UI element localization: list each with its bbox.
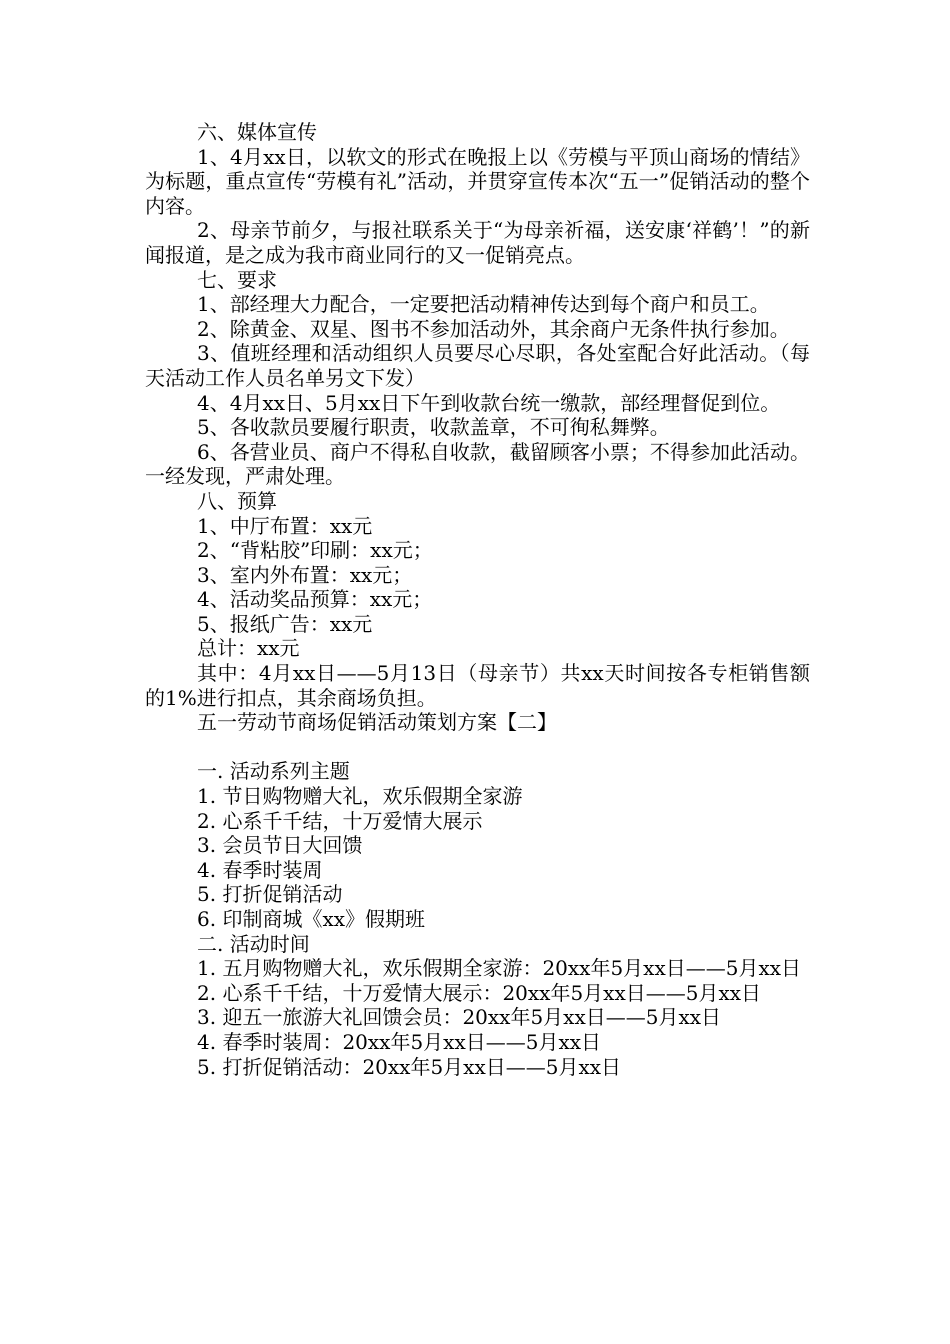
paragraph: 2、母亲节前夕，与报社联系关于“为母亲祈福，送安康‘祥鹤’！”的新闻报道，是之成为我市商业同行的又一促销亮点。 (145, 218, 810, 267)
list-item: 3. 迎五一旅游大礼回馈会员：20xx年5月xx日——5月xx日 (197, 1005, 722, 1030)
list-item: 5. 打折促销活动 (197, 882, 343, 907)
list-item: 4. 春季时装周：20xx年5月xx日——5月xx日 (197, 1029, 602, 1054)
budget-item: 4、活动奖品预算：xx元； (197, 587, 433, 612)
section-heading-requirements: 七、要求 (197, 267, 277, 292)
paragraph: 4、4月xx日、5月xx日下午到收款台统一缴款，部经理督促到位。 (197, 390, 781, 415)
list-item: 3. 会员节日大回馈 (197, 833, 363, 858)
section-heading-themes: 一. 活动系列主题 (197, 759, 350, 784)
list-item: 6. 印制商城《xx》假期班 (197, 907, 425, 931)
document-page (145, 120, 810, 1079)
list-item: 5. 打折促销活动：20xx年5月xx日——5月xx日 (197, 1054, 622, 1079)
paragraph: 1、4月xx日，以软文的形式在晚报上以《劳模与平顶山商场的情结》为标题，重点宣传“劳模有礼”活动，并贯穿宣传本次“五一”促销活动的整个内容。 (145, 144, 810, 218)
list-item: 1. 节日购物赠大礼，欢乐假期全家游 (197, 784, 523, 809)
budget-item: 2、“背粘胶”印刷：xx元； (197, 538, 433, 563)
paragraph: 1、部经理大力配合，一定要把活动精神传达到每个商户和员工。 (197, 292, 770, 317)
paragraph: 6、各营业员、商户不得私自收款，截留顾客小票；不得参加此活动。一经发现，严肃处理。 (145, 439, 810, 489)
budget-item: 3、室内外布置：xx元； (197, 562, 413, 587)
paragraph: 5、各收款员要履行职责，收款盖章，不可徇私舞弊。 (197, 415, 670, 440)
list-item: 2. 心系千千结，十万爱情大展示 (197, 808, 483, 833)
budget-item: 5、报纸广告：xx元 (197, 611, 373, 636)
budget-item: 1、中厅布置：xx元 (197, 513, 373, 538)
plan-title: 五一劳动节商场促销活动策划方案【二】 (197, 710, 557, 735)
paragraph: 2、除黄金、双星、图书不参加活动外，其余商户无条件执行参加。 (197, 316, 790, 341)
paragraph: 3、值班经理和活动组织人员要尽心尽职，各处室配合好此活动。（每天活动工作人员名单另文下发） (145, 341, 810, 390)
section-heading-budget: 八、预算 (197, 488, 277, 513)
blank-line (145, 735, 810, 760)
list-item: 4. 春季时装周 (197, 857, 323, 882)
section-heading-media: 六、媒体宣传 (197, 120, 317, 144)
section-heading-time: 二. 活动时间 (197, 931, 310, 956)
budget-total: 总计：xx元 (197, 636, 300, 661)
list-item: 2. 心系千千结，十万爱情大展示：20xx年5月xx日——5月xx日 (197, 980, 762, 1005)
list-item: 1. 五月购物赠大礼，欢乐假期全家游：20xx年5月xx日——5月xx日 (197, 956, 802, 981)
paragraph: 其中：4月xx日——5月13日（母亲节）共xx天时间按各专柜销售额的1%进行扣点，其余商场负担。 (145, 661, 810, 710)
